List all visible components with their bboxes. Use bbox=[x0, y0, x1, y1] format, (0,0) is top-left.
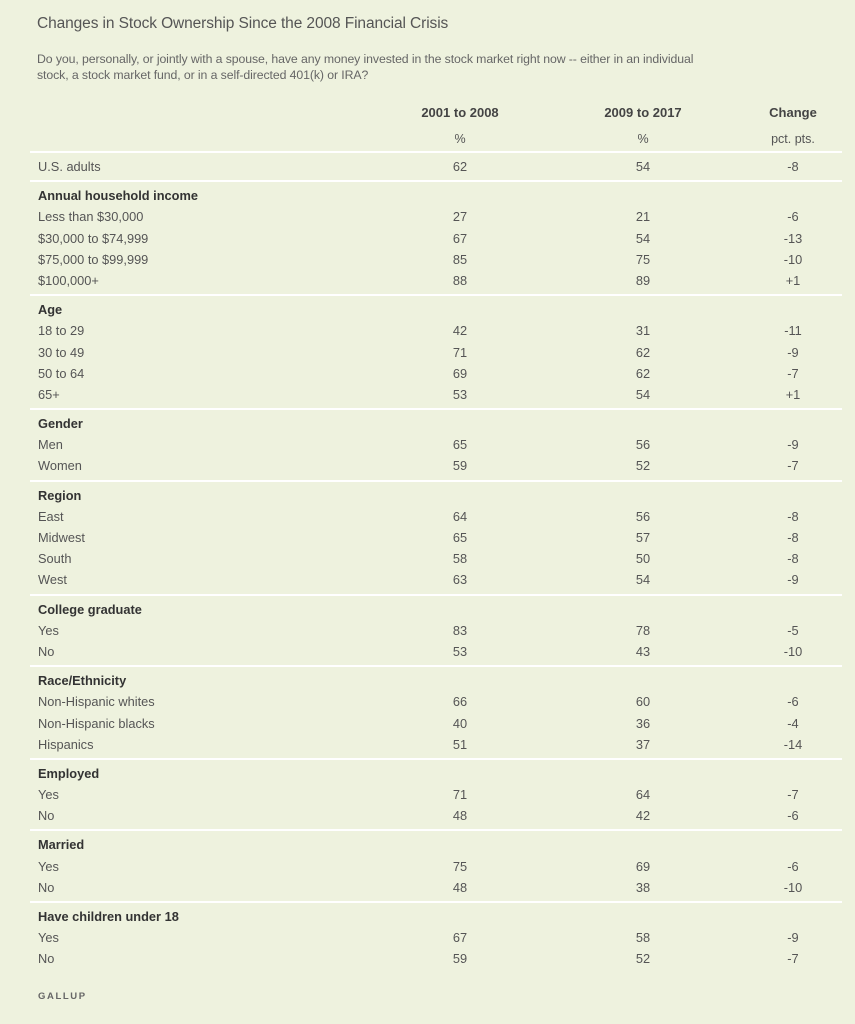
table-row bbox=[30, 320, 842, 341]
cell-2001-2008: 51 bbox=[452, 736, 468, 752]
section-heading bbox=[30, 185, 842, 206]
cell-2009-2017: 57 bbox=[635, 530, 651, 545]
row-label: U.S. adults bbox=[38, 159, 101, 174]
column-unit-2001-2008: % bbox=[454, 132, 466, 146]
row-label: No bbox=[38, 951, 55, 967]
cell-2009-2017: 60 bbox=[635, 694, 651, 710]
cell-2009-2017: 78 bbox=[635, 622, 651, 638]
cell-2001-2008: 62 bbox=[452, 159, 468, 174]
table-section bbox=[30, 903, 842, 973]
cell-2009-2017: 89 bbox=[635, 272, 651, 288]
section-heading-label: College graduate bbox=[38, 601, 142, 617]
cell-change: -8 bbox=[787, 551, 799, 567]
cell-change: -9 bbox=[787, 344, 799, 360]
cell-change: +1 bbox=[785, 386, 801, 402]
column-unit-change: pct. pts. bbox=[771, 132, 815, 146]
row-label: Hispanics bbox=[38, 736, 94, 752]
cell-change: -6 bbox=[787, 209, 799, 225]
section-heading-label: Married bbox=[38, 837, 85, 853]
table-section bbox=[30, 410, 842, 482]
cell-2001-2008: 85 bbox=[452, 251, 468, 267]
table-row bbox=[30, 805, 842, 826]
table-row bbox=[30, 434, 842, 455]
row-label: 30 to 49 bbox=[38, 344, 85, 360]
cell-2009-2017: 42 bbox=[635, 808, 651, 824]
cell-change: -8 bbox=[787, 530, 799, 545]
table-row bbox=[30, 734, 842, 755]
cell-change: -8 bbox=[787, 508, 799, 524]
section-heading bbox=[30, 906, 842, 927]
section-heading-label: Have children under 18 bbox=[38, 909, 179, 924]
table-row bbox=[30, 270, 842, 291]
row-label: Non-Hispanic blacks bbox=[38, 715, 155, 731]
cell-2001-2008: 69 bbox=[452, 365, 468, 381]
cell-2001-2008: 53 bbox=[452, 643, 468, 659]
section-heading bbox=[30, 599, 842, 620]
table-row bbox=[30, 228, 842, 249]
cell-2009-2017: 52 bbox=[635, 951, 651, 967]
cell-2001-2008: 42 bbox=[452, 323, 468, 339]
row-label: Midwest bbox=[38, 530, 85, 545]
table-row bbox=[30, 784, 842, 805]
table-body bbox=[30, 153, 842, 973]
cell-2001-2008: 27 bbox=[452, 209, 468, 225]
cell-2009-2017: 50 bbox=[635, 551, 651, 567]
cell-2009-2017: 75 bbox=[635, 251, 651, 267]
row-label: Yes bbox=[38, 787, 59, 803]
cell-2009-2017: 21 bbox=[635, 209, 651, 225]
section-heading bbox=[30, 763, 842, 784]
table-row bbox=[30, 548, 842, 569]
table-header bbox=[30, 100, 842, 153]
cell-2001-2008: 40 bbox=[452, 715, 468, 731]
row-label: Men bbox=[38, 437, 63, 453]
cell-change: -7 bbox=[787, 458, 799, 474]
cell-change: -7 bbox=[787, 787, 799, 803]
table-row bbox=[30, 641, 842, 662]
source-logo-text: GALLUP bbox=[38, 991, 87, 1002]
cell-change: -9 bbox=[787, 930, 799, 946]
row-label: Yes bbox=[38, 930, 59, 946]
row-label: 50 to 64 bbox=[38, 365, 85, 381]
section-heading-label: Annual household income bbox=[38, 188, 198, 204]
section-heading bbox=[30, 670, 842, 691]
table-row bbox=[30, 363, 842, 384]
table-row bbox=[30, 620, 842, 641]
cell-2009-2017: 56 bbox=[635, 437, 651, 453]
cell-change: -14 bbox=[783, 736, 803, 752]
cell-2001-2008: 75 bbox=[452, 858, 468, 874]
cell-2001-2008: 65 bbox=[452, 437, 468, 453]
row-label: No bbox=[38, 643, 55, 659]
cell-2009-2017: 31 bbox=[635, 323, 651, 339]
table-row bbox=[30, 856, 842, 877]
cell-2001-2008: 63 bbox=[452, 572, 468, 588]
column-header-2009-2017: 2009 to 2017 bbox=[604, 105, 682, 120]
cell-2009-2017: 36 bbox=[635, 715, 651, 731]
cell-2001-2008: 58 bbox=[452, 551, 468, 567]
cell-2009-2017: 43 bbox=[635, 643, 651, 659]
section-heading-label: Region bbox=[38, 487, 82, 503]
table-section bbox=[30, 596, 842, 668]
table-row bbox=[30, 249, 842, 270]
column-header-change: Change bbox=[769, 105, 817, 120]
cell-2009-2017: 69 bbox=[635, 858, 651, 874]
cell-2009-2017: 54 bbox=[635, 230, 651, 246]
section-heading-label: Employed bbox=[38, 765, 100, 781]
section-heading-label: Race/Ethnicity bbox=[38, 673, 127, 689]
table-section bbox=[30, 831, 842, 903]
table-section bbox=[30, 760, 842, 832]
cell-change: -9 bbox=[787, 572, 799, 588]
cell-change: -13 bbox=[783, 230, 803, 246]
cell-change: -10 bbox=[783, 643, 803, 659]
cell-change: -7 bbox=[787, 951, 799, 967]
cell-2001-2008: 66 bbox=[452, 694, 468, 710]
row-label: Yes bbox=[38, 622, 59, 638]
table-section bbox=[30, 667, 842, 760]
cell-change: -11 bbox=[784, 323, 802, 339]
cell-2001-2008: 71 bbox=[452, 787, 468, 803]
table-row bbox=[30, 569, 842, 590]
cell-2001-2008: 67 bbox=[452, 230, 468, 246]
cell-change: -7 bbox=[787, 365, 799, 381]
cell-2001-2008: 71 bbox=[452, 344, 468, 360]
cell-2001-2008: 53 bbox=[452, 386, 468, 402]
cell-2009-2017: 64 bbox=[635, 787, 651, 803]
cell-change: -10 bbox=[783, 251, 803, 267]
table-row bbox=[30, 156, 842, 177]
row-label: $75,000 to $99,999 bbox=[38, 251, 149, 267]
row-label: No bbox=[38, 808, 55, 824]
row-label: $100,000+ bbox=[38, 272, 99, 288]
data-table bbox=[30, 100, 842, 973]
table-section bbox=[30, 296, 842, 410]
section-heading bbox=[30, 834, 842, 855]
cell-change: +1 bbox=[785, 272, 801, 288]
cell-change: -6 bbox=[787, 808, 799, 824]
table-row bbox=[30, 927, 842, 948]
cell-change: -4 bbox=[787, 715, 799, 731]
table-section bbox=[30, 153, 842, 182]
cell-2009-2017: 54 bbox=[635, 159, 651, 174]
cell-2001-2008: 65 bbox=[452, 530, 468, 545]
table-section bbox=[30, 482, 842, 596]
row-label: $30,000 to $74,999 bbox=[38, 230, 149, 246]
section-heading-label: Gender bbox=[38, 416, 83, 432]
cell-change: -10 bbox=[783, 879, 803, 895]
cell-2009-2017: 54 bbox=[635, 386, 651, 402]
page-title: Changes in Stock Ownership Since the 2008 Financial Crisis bbox=[37, 15, 449, 32]
row-label: East bbox=[38, 508, 64, 524]
table-row bbox=[30, 691, 842, 712]
cell-2001-2008: 67 bbox=[452, 930, 468, 946]
section-heading-label: Age bbox=[38, 302, 63, 318]
cell-2001-2008: 59 bbox=[452, 951, 468, 967]
row-label: Non-Hispanic whites bbox=[38, 694, 155, 710]
cell-change: -6 bbox=[787, 858, 799, 874]
cell-2009-2017: 62 bbox=[635, 365, 651, 381]
table-row bbox=[30, 384, 842, 405]
cell-2009-2017: 52 bbox=[635, 458, 651, 474]
survey-question: Do you, personally, or jointly with a spouse, have any money invested in the stock market right now -- either in an individual stock, a stock market fund, or in a self-directed 401(k) or IRA? bbox=[37, 52, 694, 82]
cell-2009-2017: 38 bbox=[635, 879, 651, 895]
table-row bbox=[30, 206, 842, 227]
column-header-2001-2008: 2001 to 2008 bbox=[421, 105, 499, 120]
table-row bbox=[30, 877, 842, 898]
table-row bbox=[30, 948, 842, 969]
cell-change: -8 bbox=[787, 159, 799, 174]
table-row bbox=[30, 713, 842, 734]
row-label: 65+ bbox=[38, 386, 60, 402]
cell-change: -5 bbox=[787, 622, 799, 638]
cell-2001-2008: 48 bbox=[452, 879, 468, 895]
cell-change: -6 bbox=[787, 694, 799, 710]
cell-change: -9 bbox=[787, 437, 799, 453]
table-row bbox=[30, 342, 842, 363]
cell-2009-2017: 62 bbox=[635, 344, 651, 360]
cell-2001-2008: 59 bbox=[452, 458, 468, 474]
cell-2001-2008: 64 bbox=[452, 508, 468, 524]
table-row bbox=[30, 527, 842, 548]
cell-2001-2008: 88 bbox=[452, 272, 468, 288]
cell-2001-2008: 83 bbox=[452, 622, 468, 638]
row-label: Less than $30,000 bbox=[38, 209, 144, 225]
table-row bbox=[30, 506, 842, 527]
cell-2009-2017: 58 bbox=[635, 930, 651, 946]
cell-2009-2017: 37 bbox=[635, 736, 651, 752]
table-row bbox=[30, 455, 842, 476]
section-heading bbox=[30, 299, 842, 320]
row-label: Yes bbox=[38, 858, 59, 874]
cell-2001-2008: 48 bbox=[452, 808, 468, 824]
row-label: Women bbox=[38, 458, 82, 474]
row-label: 18 to 29 bbox=[38, 323, 85, 339]
section-heading bbox=[30, 485, 842, 506]
cell-2009-2017: 56 bbox=[635, 508, 651, 524]
cell-2009-2017: 54 bbox=[635, 572, 651, 588]
column-unit-2009-2017: % bbox=[637, 132, 649, 146]
row-label: South bbox=[38, 551, 72, 567]
row-label: West bbox=[38, 572, 67, 588]
table-section bbox=[30, 182, 842, 296]
section-heading bbox=[30, 413, 842, 434]
row-label: No bbox=[38, 879, 55, 895]
